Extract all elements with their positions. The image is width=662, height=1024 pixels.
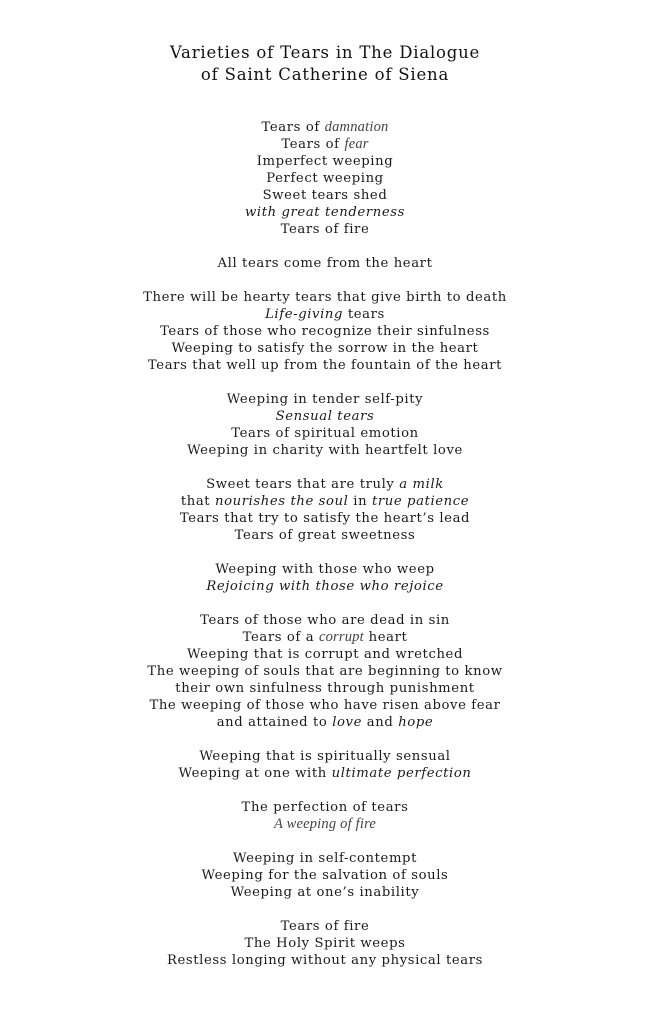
stanza: [0, 289, 650, 374]
light-italic-text: damnation: [324, 119, 389, 135]
line-text: heart: [363, 630, 408, 645]
line-text: Sweet tears shed: [262, 188, 388, 203]
line-text: in: [348, 494, 372, 509]
stanza: [0, 119, 650, 238]
emphasis-text: Sensual tears: [275, 409, 375, 424]
line-text: The weeping of those who have risen above fear: [149, 698, 501, 713]
poem-line: [0, 697, 650, 714]
poem-line: [0, 952, 650, 969]
line-text: Perfect weeping: [266, 171, 384, 186]
line-text: The perfection of tears: [241, 800, 409, 815]
line-text: Tears of a: [242, 630, 319, 645]
poem-line: [0, 170, 650, 187]
line-text: Tears that well up from the fountain of the heart: [147, 358, 503, 373]
stanza: [0, 561, 650, 595]
title-line-1: Varieties of Tears in The Dialogue: [169, 43, 481, 62]
line-text: All tears come from the heart: [217, 256, 433, 271]
emphasis-text: love: [332, 715, 363, 730]
poem-line: [0, 663, 650, 680]
poem-line: [0, 153, 650, 170]
poem-line: [0, 748, 650, 765]
poem-line: [0, 289, 650, 306]
line-text: Weeping for the salvation of souls: [201, 868, 449, 883]
stanza: [0, 748, 650, 782]
poem-line: [0, 714, 650, 731]
line-text: The weeping of souls that are beginning to know: [147, 664, 503, 679]
poem-line: [0, 340, 650, 357]
poem-line: [0, 816, 650, 833]
line-text: Tears of fire: [280, 222, 370, 237]
poem-line: [0, 442, 650, 459]
poem-line: [0, 578, 650, 595]
line-text: Tears of fire: [280, 919, 370, 934]
line-text: and: [362, 715, 399, 730]
stanza: [0, 255, 650, 272]
poem-line: [0, 612, 650, 629]
line-text: Tears of great sweetness: [234, 528, 416, 543]
light-italic-text: corrupt: [318, 629, 364, 645]
poem-line: [0, 323, 650, 340]
line-text: Weeping that is spiritually sensual: [199, 749, 451, 764]
emphasis-text: a milk: [399, 477, 444, 492]
line-text: There will be hearty tears that give birth to death: [143, 290, 507, 305]
poem-line: [0, 119, 650, 136]
line-text: Tears that try to satisfy the heart’s lead: [179, 511, 471, 526]
poem-line: [0, 510, 650, 527]
title-line-2: of Saint Catherine of Siena: [200, 65, 450, 84]
poem-line: [0, 850, 650, 867]
light-italic-text: A weeping of fire: [273, 816, 377, 832]
line-text: and attained to: [216, 715, 333, 730]
poem-line: [0, 425, 650, 442]
stanza: [0, 391, 650, 459]
poem-line: [0, 680, 650, 697]
poem-line: [0, 867, 650, 884]
stanza: [0, 799, 650, 833]
line-text: Weeping at one’s inability: [230, 885, 420, 900]
emphasis-text: ultimate perfection: [331, 766, 472, 781]
stanza: [0, 612, 650, 731]
line-text: Weeping to satisfy the sorrow in the heart: [171, 341, 479, 356]
line-text: Imperfect weeping: [256, 154, 394, 169]
stanza: [0, 918, 650, 969]
poem-line: [0, 221, 650, 238]
poem-line: [0, 629, 650, 646]
line-text: that: [180, 494, 215, 509]
poem-line: [0, 408, 650, 425]
emphasis-text: Life-giving: [265, 307, 344, 322]
poem-line: [0, 935, 650, 952]
poem-line: [0, 918, 650, 935]
line-text: Tears of those who recognize their sinfulness: [160, 324, 490, 339]
line-text: tears: [343, 307, 385, 322]
poem-line: [0, 765, 650, 782]
emphasis-text: Rejoicing with those who rejoice: [206, 579, 444, 594]
line-text: Weeping at one with: [178, 766, 332, 781]
poem-line: [0, 799, 650, 816]
poem-line: [0, 476, 650, 493]
line-text: Weeping with those who weep: [215, 562, 435, 577]
poem-line: [0, 527, 650, 544]
poem-body: [0, 119, 650, 986]
line-text: their own sinfulness through punishment: [175, 681, 475, 696]
light-italic-text: fear: [344, 136, 369, 152]
poem-line: [0, 357, 650, 374]
line-text: Tears of those who are dead in sin: [200, 613, 450, 628]
poem-line: [0, 884, 650, 901]
poem-line: [0, 391, 650, 408]
poem-line: [0, 204, 650, 221]
line-text: Weeping in tender self-pity: [226, 392, 424, 407]
poem-line: [0, 255, 650, 272]
line-text: Restless longing without any physical tears: [166, 953, 484, 968]
poem-line: [0, 306, 650, 323]
line-text: Weeping in self-contempt: [232, 851, 417, 866]
poem-line: [0, 187, 650, 204]
line-text: Tears of: [261, 120, 325, 135]
line-text: Weeping that is corrupt and wretched: [187, 647, 463, 662]
line-text: Tears of spiritual emotion: [231, 426, 419, 441]
line-text: Tears of: [281, 137, 345, 152]
line-text: Weeping in charity with heartfelt love: [187, 443, 463, 458]
poem-line: [0, 646, 650, 663]
line-text: The Holy Spirit weeps: [244, 936, 406, 951]
line-text: Sweet tears that are truly: [206, 477, 400, 492]
stanza: [0, 476, 650, 544]
document-title: [0, 42, 650, 86]
emphasis-text: true patience: [371, 494, 470, 509]
emphasis-text: nourishes the soul: [214, 494, 349, 509]
emphasis-text: hope: [398, 715, 434, 730]
stanza: [0, 850, 650, 901]
emphasis-text: with great tenderness: [245, 205, 405, 220]
poem-line: [0, 136, 650, 153]
poem-line: [0, 493, 650, 510]
poem-line: [0, 561, 650, 578]
